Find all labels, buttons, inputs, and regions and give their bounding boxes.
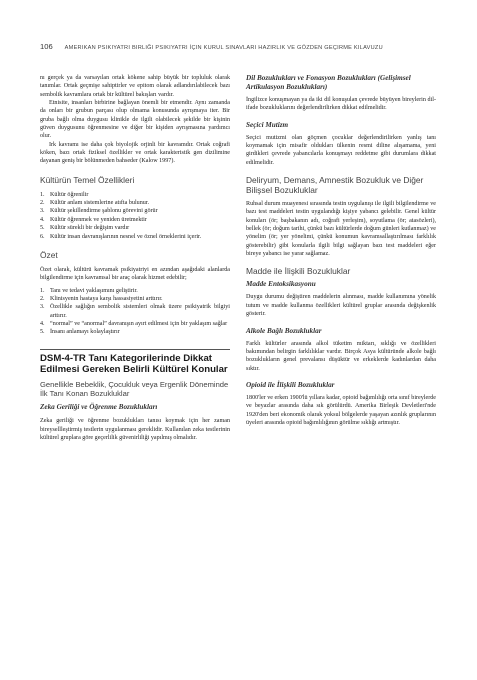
heading-childhood-disorders: Genellikle Bebeklik, Çocukluk veya Ergenlik Döneminde İlk Tanı Konan Bozukluklar <box>40 379 229 398</box>
list-item: 1. Kültür öğrenilir <box>40 191 89 198</box>
running-head: AMERIKAN PSIKIYATRI BIRLIĞI PSIKIYATRI İÇIN KURUL SINAVLARI HAZIRLIK VE GÖZDEN GEÇIRME KILAVUZU <box>64 45 383 51</box>
list-item: 6. Kültür insan davranışlarının nesnel ve öznel örneklerini içerir. <box>40 233 202 240</box>
heading-alcohol-disorders: Alkole Bağlı Bozukluklar <box>246 326 322 335</box>
left-column <box>40 74 230 442</box>
list-item: 3. Özellikle sağlığın sembolik sistemleri olmak üzere psikiyatrik bilgiyi arttırır. <box>40 304 230 319</box>
culture-features-list <box>40 191 230 241</box>
paragraph-mental-retardation: Zeka geriliği ve öğrenme bozuklukları tanısı koymak için her zaman bireysellleştirmiş testlerin uygulanması gereklidir. Kullanılan zeka testlerinin kültürel gruplara göre geçerlilik güvenirliliği yapılmış olmalıdır. <box>40 418 230 442</box>
paragraph-ethnicity: Etnisite, insanları birbirine bağlayan önemli bir etmendir. Aynı zamanda da onları bir grubun parçası olup olmama konusunda ayrışmaya iter. Bir gruba bağlı olma duygusu klinikle de ilgili olabilecek şekilde bir kişinin güven duygusunu öğrenmesine ve diğer bir kişiden ayrışmasına yardımcı olur. <box>40 100 230 140</box>
heading-dsm-categories: DSM-4-TR Tanı Kategorilerinde Dikkat Edilmesi Gereken Belirli Kültürel Konular <box>40 349 230 375</box>
paragraph-articulation: İngilizce konuşmayan ya da iki dil konuşulan çevrede büyüyen bireylerin dil-ifade bozukluklarını değerlendirilirken dikkat edilmelidir. <box>246 97 436 112</box>
paragraph-selective-mutism: Seçici mutizmi olan göçmen çocuklar değerlendirilirken yanlış tanı koymamak için misafir oldukları ülkenin resmi diline alışamama, yeni girdikleri çevrede yabancılarla konuşmayı reddetme gibi durumlara dikkat edilmelidir. <box>246 134 436 166</box>
heading-delirium: Deliryum, Demans, Amnestik Bozukluk ve Diğer Bilişsel Bozukluklar <box>246 175 424 196</box>
paragraph-race: Irk kavramı ise daha çok biyolojik orjinli bir kavramdır. Ortak coğrafi köken, bazı ortak fiziksel özellikler ve ortak karakteristik gen dizilimine dayanan geniş bir bölünmeden bahseder (Kalow 1997). <box>40 141 230 165</box>
page-header <box>40 42 440 51</box>
paragraph-alcohol: Farklı kültürler arasında alkol tüketim miktarı, sıklığı ve özellikleri bakımından belirgin farklılıklar vardır. Birçok Asya kültüründe alkole bağlı bozuklukların genel prevalansı düşüktür ve erkeklerde kadınlardan daha sıktır. <box>246 340 436 372</box>
list-item: 4. “normal” ve “anormal” davranışın ayırt edilmesi için bir yaklaşım sağlar <box>40 320 228 327</box>
list-item: 2. Klinisyenin hastaya karşı hassasiyetini arttırır. <box>40 295 163 302</box>
paragraph-ethnicity-intro: nı gerçek ya da varsayılan ortak kökene sahip büyük bir topluluk olarak tanımlar. Ortak geçmişe sahiptirler ve epitom olarak adlandırılabilecek bazı sembolik kavramlara ortak bir kültürel bakışları vardır. <box>40 75 230 98</box>
paragraph-delirium: Ruhsal durum muayenesi sırasında testin uygulanışı ile ilgili bilgilendirme ve bazı test maddeleri testin uygulandığı kişiye yabancı gelebilir. Genel kültür konuları (ör; başbakanın adı, coğrafi yerleşim), soyutlama (ör; atasözleri), bellek (ör; doğum tarihi, çünkü bazı kültürlerde doğum günleri kutlanmaz) ve yönelim (ör; yer yönelimi, çünkü konumun kavramsallaştırılması farklılık gösterebilir) gibi konularla ilgili bilgi sağlayan bazı test maddeleri eğer bireye yabancı ise yarar sağlamaz. <box>246 201 436 258</box>
paragraph-opioid: 1800'ler ve erken 1900'lü yıllara kadar, opioid bağımlılığı orta sınıf bireylerde ve beyazlar arasında daha sık görülürdü. Amerika Birleşik Devletleri'nde 1920'den beri ekonomik olarak yoksul bölgelerde yaşayan azınlık gruplarının üyeleri arasında opioid bağımlılığının görülme sıklığı artmıştır. <box>246 394 436 426</box>
heading-summary: Özet <box>40 249 58 260</box>
heading-substance-disorders: Madde ile İlişkili Bozukluklar <box>246 266 351 277</box>
list-item: 4. Kültür öğrenmek ve yeniden üretmektir <box>40 216 147 223</box>
summary-list <box>40 287 230 337</box>
heading-mental-retardation: Zeka Geriliği ve Öğrenme Bozuklukları <box>40 403 158 412</box>
list-item: 5. İnsanı anlamayı kolaylaştırır <box>40 329 120 336</box>
heading-intoxication: Madde Entoksikasyonu <box>246 280 316 289</box>
list-item: 3. Kültür şekillendirme şablonu görevini görür <box>40 208 158 215</box>
paragraph-intoxication: Duygu durumu değiştiren maddelerin alınması, madde kullanımına yönelik tutum ve madde kullanma özellikleri kültürel gruplar arasında değişkenlik gösterir. <box>246 294 436 318</box>
list-item: 1. Tanı ve tedavi yaklaşımını geliştirir. <box>40 287 138 294</box>
heading-selective-mutism: Seçici Mutizm <box>246 120 289 129</box>
list-item: 5. Kültür sürekli bir değişim vardır <box>40 225 130 232</box>
heading-culture-features: Kültürün Temel Özellikleri <box>40 174 135 185</box>
paragraph-summary: Özet olarak, kültürü kavramak psikiyatriyi en azından aşağıdaki alanlarda bilgilendirme için kavramsal bir araç olarak hizmet edebilir; <box>40 266 230 282</box>
page-number: 106 <box>40 42 53 51</box>
right-column <box>246 74 436 427</box>
list-item: 2. Kültür anlam sistemlerine atıfta bulunur. <box>40 200 149 207</box>
heading-opioid-disorders: Opioid ile İlişkili Bozukluklar <box>246 380 335 389</box>
heading-articulation: Dil Bozuklukları ve Fonasyon Bozuklukları (Gelişimsel Artikulasyon Bozuklukları) <box>246 74 411 91</box>
